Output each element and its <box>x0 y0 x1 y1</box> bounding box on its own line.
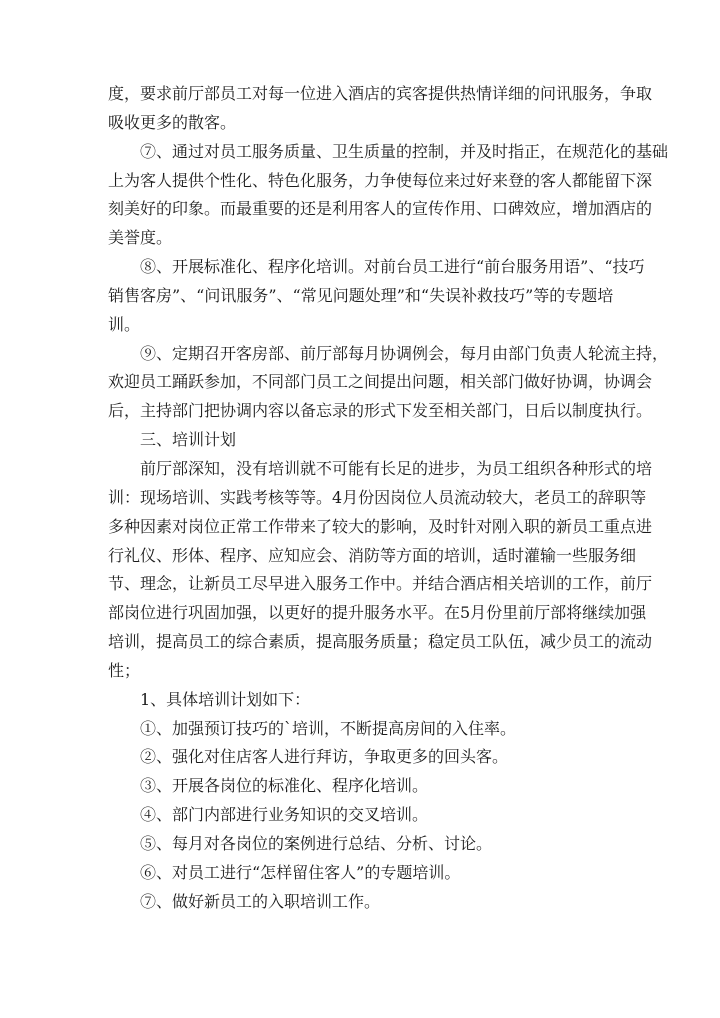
text-line: 培训，提高员工的综合素质，提高服务质量；稳定员工队伍，减少员工的流动 <box>108 632 653 652</box>
text-line: 上为客人提供个性化、特色化服务，力争使每位来过好来登的客人都能留下深 <box>108 170 653 190</box>
text-line: 行礼仪、形体、程序、应知应会、消防等方面的培训，适时灌输一些服务细 <box>108 545 637 565</box>
text-line: 前厅部深知，没有培训就不可能有长足的进步，为员工组织各种形式的培 <box>140 458 653 478</box>
text-line: 后，主持部门把协调内容以备忘录的形式下发至相关部门，日后以制度执行。 <box>108 401 653 421</box>
text-line: ⑥、对员工进行“怎样留住客人”的专题培训。 <box>140 862 461 882</box>
text-line: 性； <box>108 660 141 680</box>
text-line: ②、强化对住店客人进行拜访，争取更多的回头客。 <box>140 747 509 767</box>
text-line: 吸收更多的散客。 <box>108 112 237 132</box>
text-line: 刻美好的印象。而最重要的还是利用客人的宣传作用、口碑效应，增加酒店的 <box>108 199 653 219</box>
document-page <box>108 80 669 916</box>
text-line: ⑧、开展标准化、程序化培训。对前台员工进行“前台服务用语”、“技巧 <box>140 257 645 277</box>
text-line: 节、理念，让新员工尽早进入服务工作中。并结合酒店相关培训的工作，前厅 <box>108 574 653 594</box>
text-line: 训：现场培训、实践考核等等。4月份因岗位人员流动较大，老员工的辞职等 <box>108 487 647 507</box>
text-line: ①、加强预订技巧的`培训，不断提高房间的入住率。 <box>140 718 517 738</box>
text-line: ⑦、通过对员工服务质量、卫生质量的控制，并及时指正，在规范化的基础 <box>140 141 669 161</box>
text-line: ⑤、每月对各岗位的案例进行总结、分析、讨论。 <box>140 833 493 853</box>
text-line: 度，要求前厅部员工对每一位进入酒店的宾客提供热情详细的问讯服务，争取 <box>108 84 653 103</box>
text-line: 1、具体培训计划如下： <box>140 689 311 709</box>
text-line: 部岗位进行巩固加强，以更好的提升服务水平。在5月份里前厅部将继续加强 <box>108 603 647 623</box>
text-line: 销售客房”、“问讯服务”、“常见问题处理”和“失误补救技巧”等的专题培 <box>108 285 614 305</box>
text-line: ③、开展各岗位的标准化、程序化培训。 <box>140 776 429 796</box>
text-line: ⑦、做好新员工的入职培训工作。 <box>140 891 381 911</box>
text-line: 欢迎员工踊跃参加，不同部门员工之间提出问题，相关部门做好协调，协调会 <box>108 372 653 392</box>
text-line: 训。 <box>108 314 141 334</box>
text-line: ⑨、定期召开客房部、前厅部每月协调例会，每月由部门负责人轮流主持， <box>140 343 669 363</box>
text-line: 美誉度。 <box>108 228 173 248</box>
text-line: 三、培训计划 <box>140 430 237 450</box>
text-line: ④、部门内部进行业务知识的交叉培训。 <box>140 805 429 825</box>
text-line: 多种因素对岗位正常工作带来了较大的影响，及时针对刚入职的新员工重点进 <box>108 516 653 536</box>
